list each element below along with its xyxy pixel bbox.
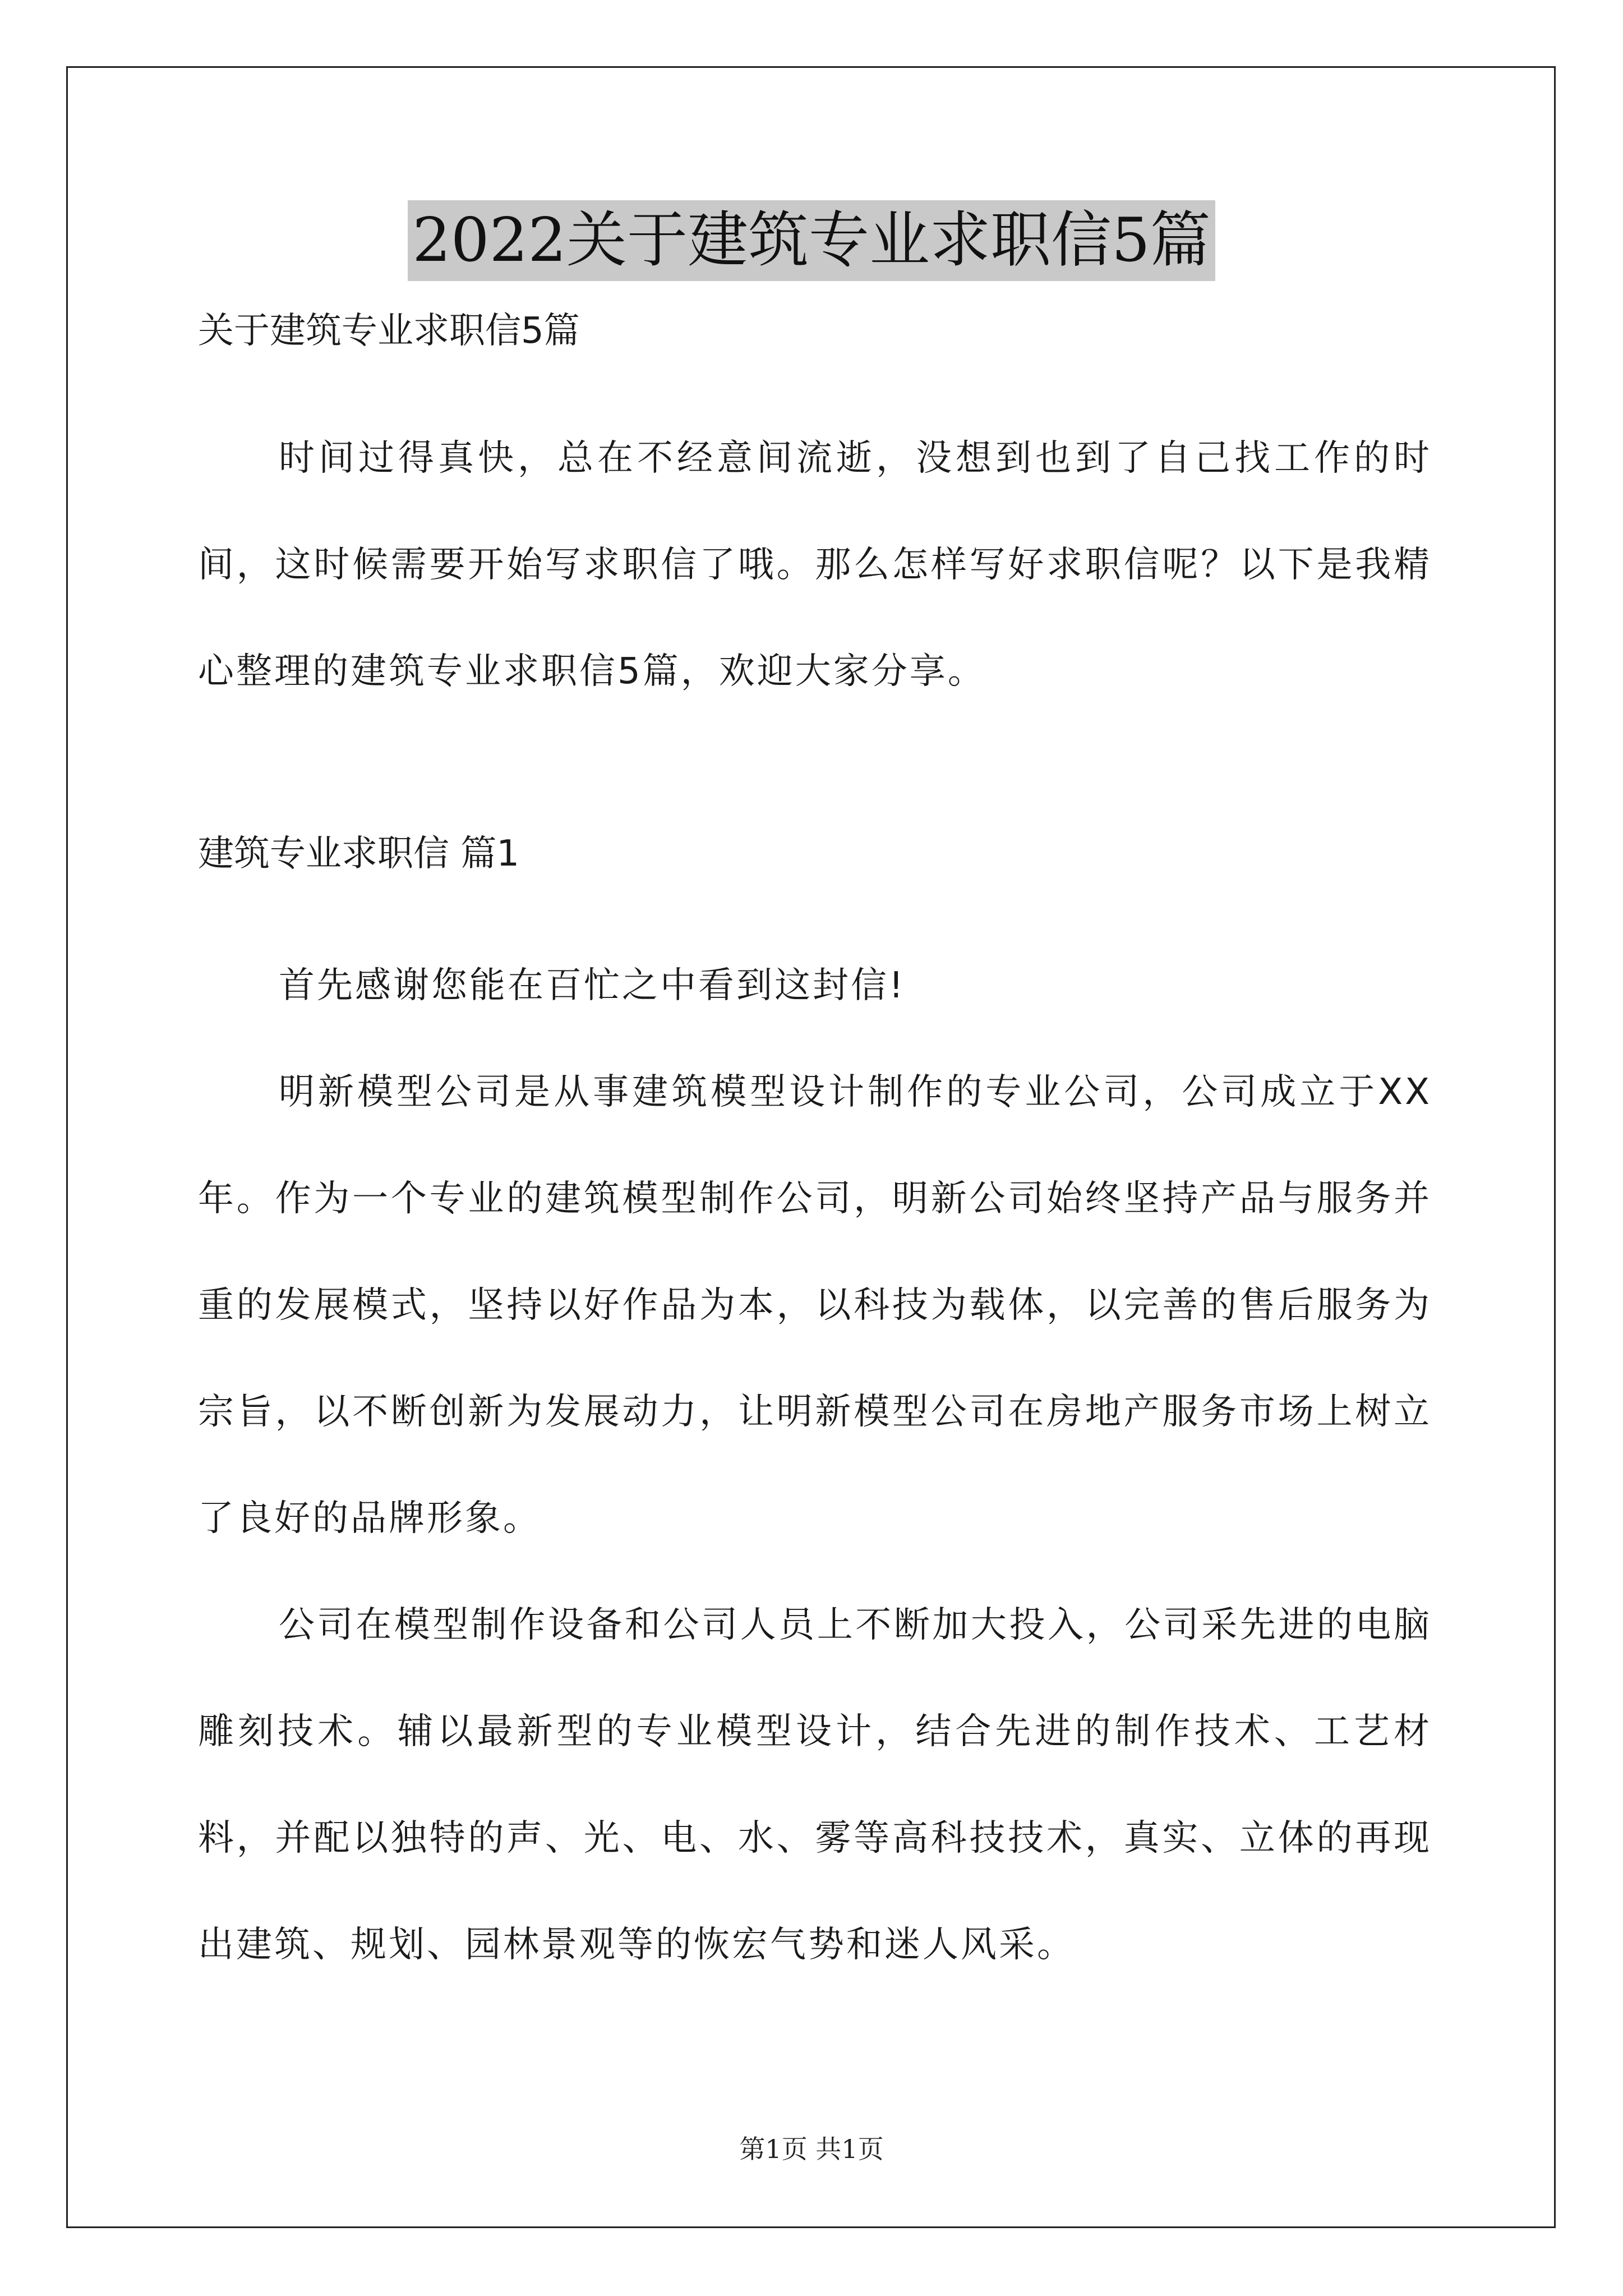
section-heading: 建筑专业求职信 篇1 [198, 833, 520, 875]
document-body [198, 303, 1432, 1998]
document-subtitle: 关于建筑专业求职信5篇 [198, 310, 580, 352]
spacer [198, 359, 1432, 405]
intro-paragraph: 时间过得真快，总在不经意间流逝，没想到也到了自己找工作的时间，这时候需要开始写求职信了哦。那么怎样写好求职信呢？以下是我精心整理的建筑专业求职信5篇，欢迎大家分享。 [198, 438, 1432, 692]
spacer [198, 725, 1432, 826]
body-paragraph: 公司在模型制作设备和公司人员上不断加大投入，公司采先进的电脑雕刻技术。辅以最新型的专业模型设计，结合先进的制作技术、工艺材料，并配以独特的声、光、电、水、雾等高科技技术，真实、立体的再现出建筑、规划、园林景观等的恢宏气势和迷人风采。 [198, 1604, 1432, 1966]
page-footer: 第1页 共1页 [739, 2134, 884, 2164]
document-title: 2022关于建筑专业求职信5篇 [408, 200, 1215, 281]
spacer [198, 882, 1432, 932]
title-container [0, 200, 1623, 281]
body-paragraph: 首先感谢您能在百忙之中看到这封信! [279, 965, 906, 1006]
body-paragraph: 明新模型公司是从事建筑模型设计制作的专业公司，公司成立于XX年。作为一个专业的建筑模型制作公司，明新公司始终坚持产品与服务并重的发展模式，坚持以好作品为本，以科技为载体，以完善的售后服务为宗旨，以不断创新为发展动力，让明新模型公司在房地产服务市场上树立了良好的品牌形象。 [198, 1071, 1432, 1539]
